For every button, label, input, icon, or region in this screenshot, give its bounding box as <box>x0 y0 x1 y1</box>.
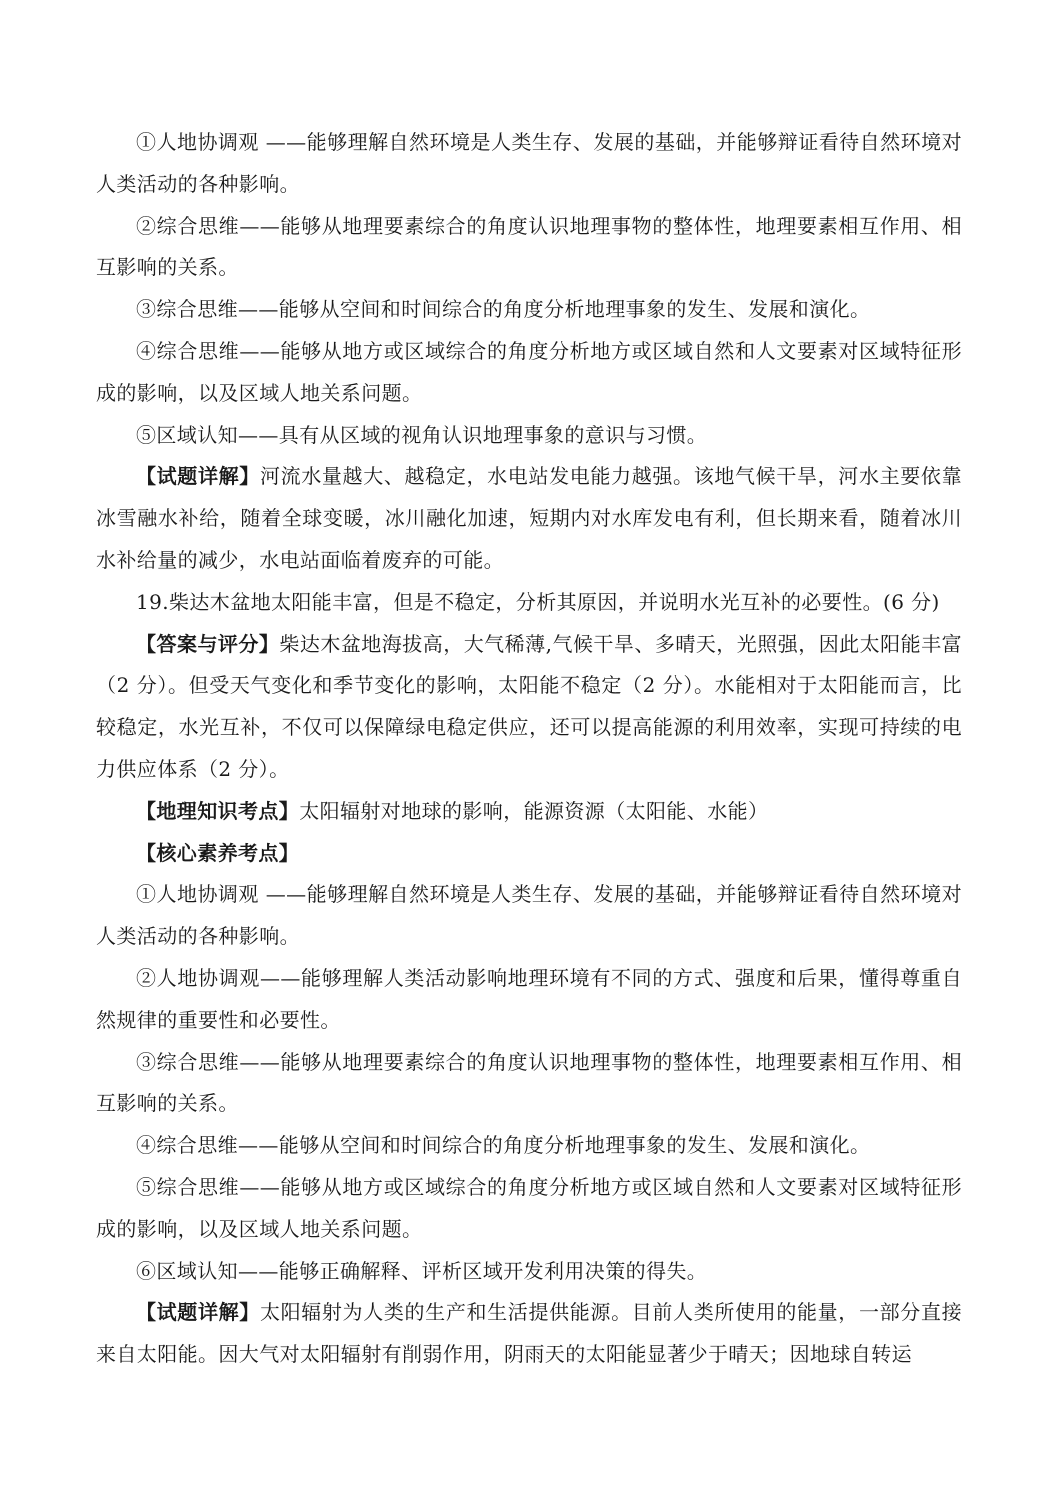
paragraph-11: ①人地协调观 ——能够理解自然环境是人类生存、发展的基础，并能够辩证看待自然环境对人类活动的各种影响。 <box>96 882 962 949</box>
paragraph-4: ④综合思维——能够从地方或区域综合的角度分析地方或区域自然和人文要素对区域特征形成的影响，以及区域人地关系问题。 <box>96 338 962 405</box>
paragraph-10 <box>96 833 962 875</box>
paragraph-12: ②人地协调观——能够理解人类活动影响地理环境有不同的方式、强度和后果，懂得尊重自然规律的重要性和必要性。 <box>96 965 962 1032</box>
paragraph-1: ①人地协调观 ——能够理解自然环境是人类生存、发展的基础，并能够辩证看待自然环境对人类活动的各种影响。 <box>96 130 962 196</box>
section-label: 【试题详解】 <box>136 464 260 489</box>
paragraph-13: ③综合思维——能够从地理要素综合的角度认识地理事物的整体性，地理要素相互作用、相互影响的关系。 <box>96 1049 962 1116</box>
paragraph-15: ⑤综合思维——能够从地方或区域综合的角度分析地方或区域自然和人文要素对区域特征形成的影响，以及区域人地关系问题。 <box>96 1174 962 1241</box>
paragraph-5: ⑤区域认知——具有从区域的视角认识地理事象的意识与习惯。 <box>136 422 708 447</box>
question-19: 19.柴达木盆地太阳能丰富，但是不稳定，分析其原因，并说明水光互补的必要性。(6 分) <box>136 589 940 614</box>
section-label: 【答案与评分】 <box>136 631 280 656</box>
paragraph-9: 【地理知识考点】太阳辐射对地球的影响，能源资源（太阳能、水能） <box>136 798 769 823</box>
paragraph-17: 【试题详解】太阳辐射为人类的生产和生活提供能源。目前人类所使用的能量，一部分直接来自太阳能。因大气对太阳辐射有削弱作用，阴雨天的太阳能显著少于晴天；因地球自转运 <box>96 1300 962 1367</box>
paragraph-3: ③综合思维——能够从空间和时间综合的角度分析地理事象的发生、发展和演化。 <box>136 297 871 322</box>
paragraph-6: 【试题详解】河流水量越大、越稳定，水电站发电能力越强。该地气候干旱，河水主要依靠冰雪融水补给，随着全球变暖，冰川融化加速，短期内对水库发电有利，但长期来看，随着冰川水补给量的减少，水电站面临着废弃的可能。 <box>96 464 962 572</box>
document-page <box>96 122 962 1376</box>
section-label: 【地理知识考点】 <box>136 798 300 823</box>
paragraph-2: ②综合思维——能够从地理要素综合的角度认识地理事物的整体性，地理要素相互作用、相互影响的关系。 <box>96 213 962 280</box>
section-label: 【试题详解】 <box>136 1300 260 1325</box>
paragraph-16: ⑥区域认知——能够正确解释、评析区域开发利用决策的得失。 <box>136 1258 708 1283</box>
section-label: 【核心素养考点】 <box>136 840 300 865</box>
paragraph-14: ④综合思维——能够从空间和时间综合的角度分析地理事象的发生、发展和演化。 <box>136 1133 871 1158</box>
paragraph-8: 【答案与评分】柴达木盆地海拔高，大气稀薄,气候干旱、多晴天，光照强，因此太阳能丰富（2 分）。但受天气变化和季节变化的影响，太阳能不稳定（2 分）。水能相对于太阳能而言，比较稳定，水光互补，不仅可以保障绿电稳定供应，还可以提高能源的利用效率，实现可持续的电力供应体系（2 分）。 <box>96 631 962 781</box>
